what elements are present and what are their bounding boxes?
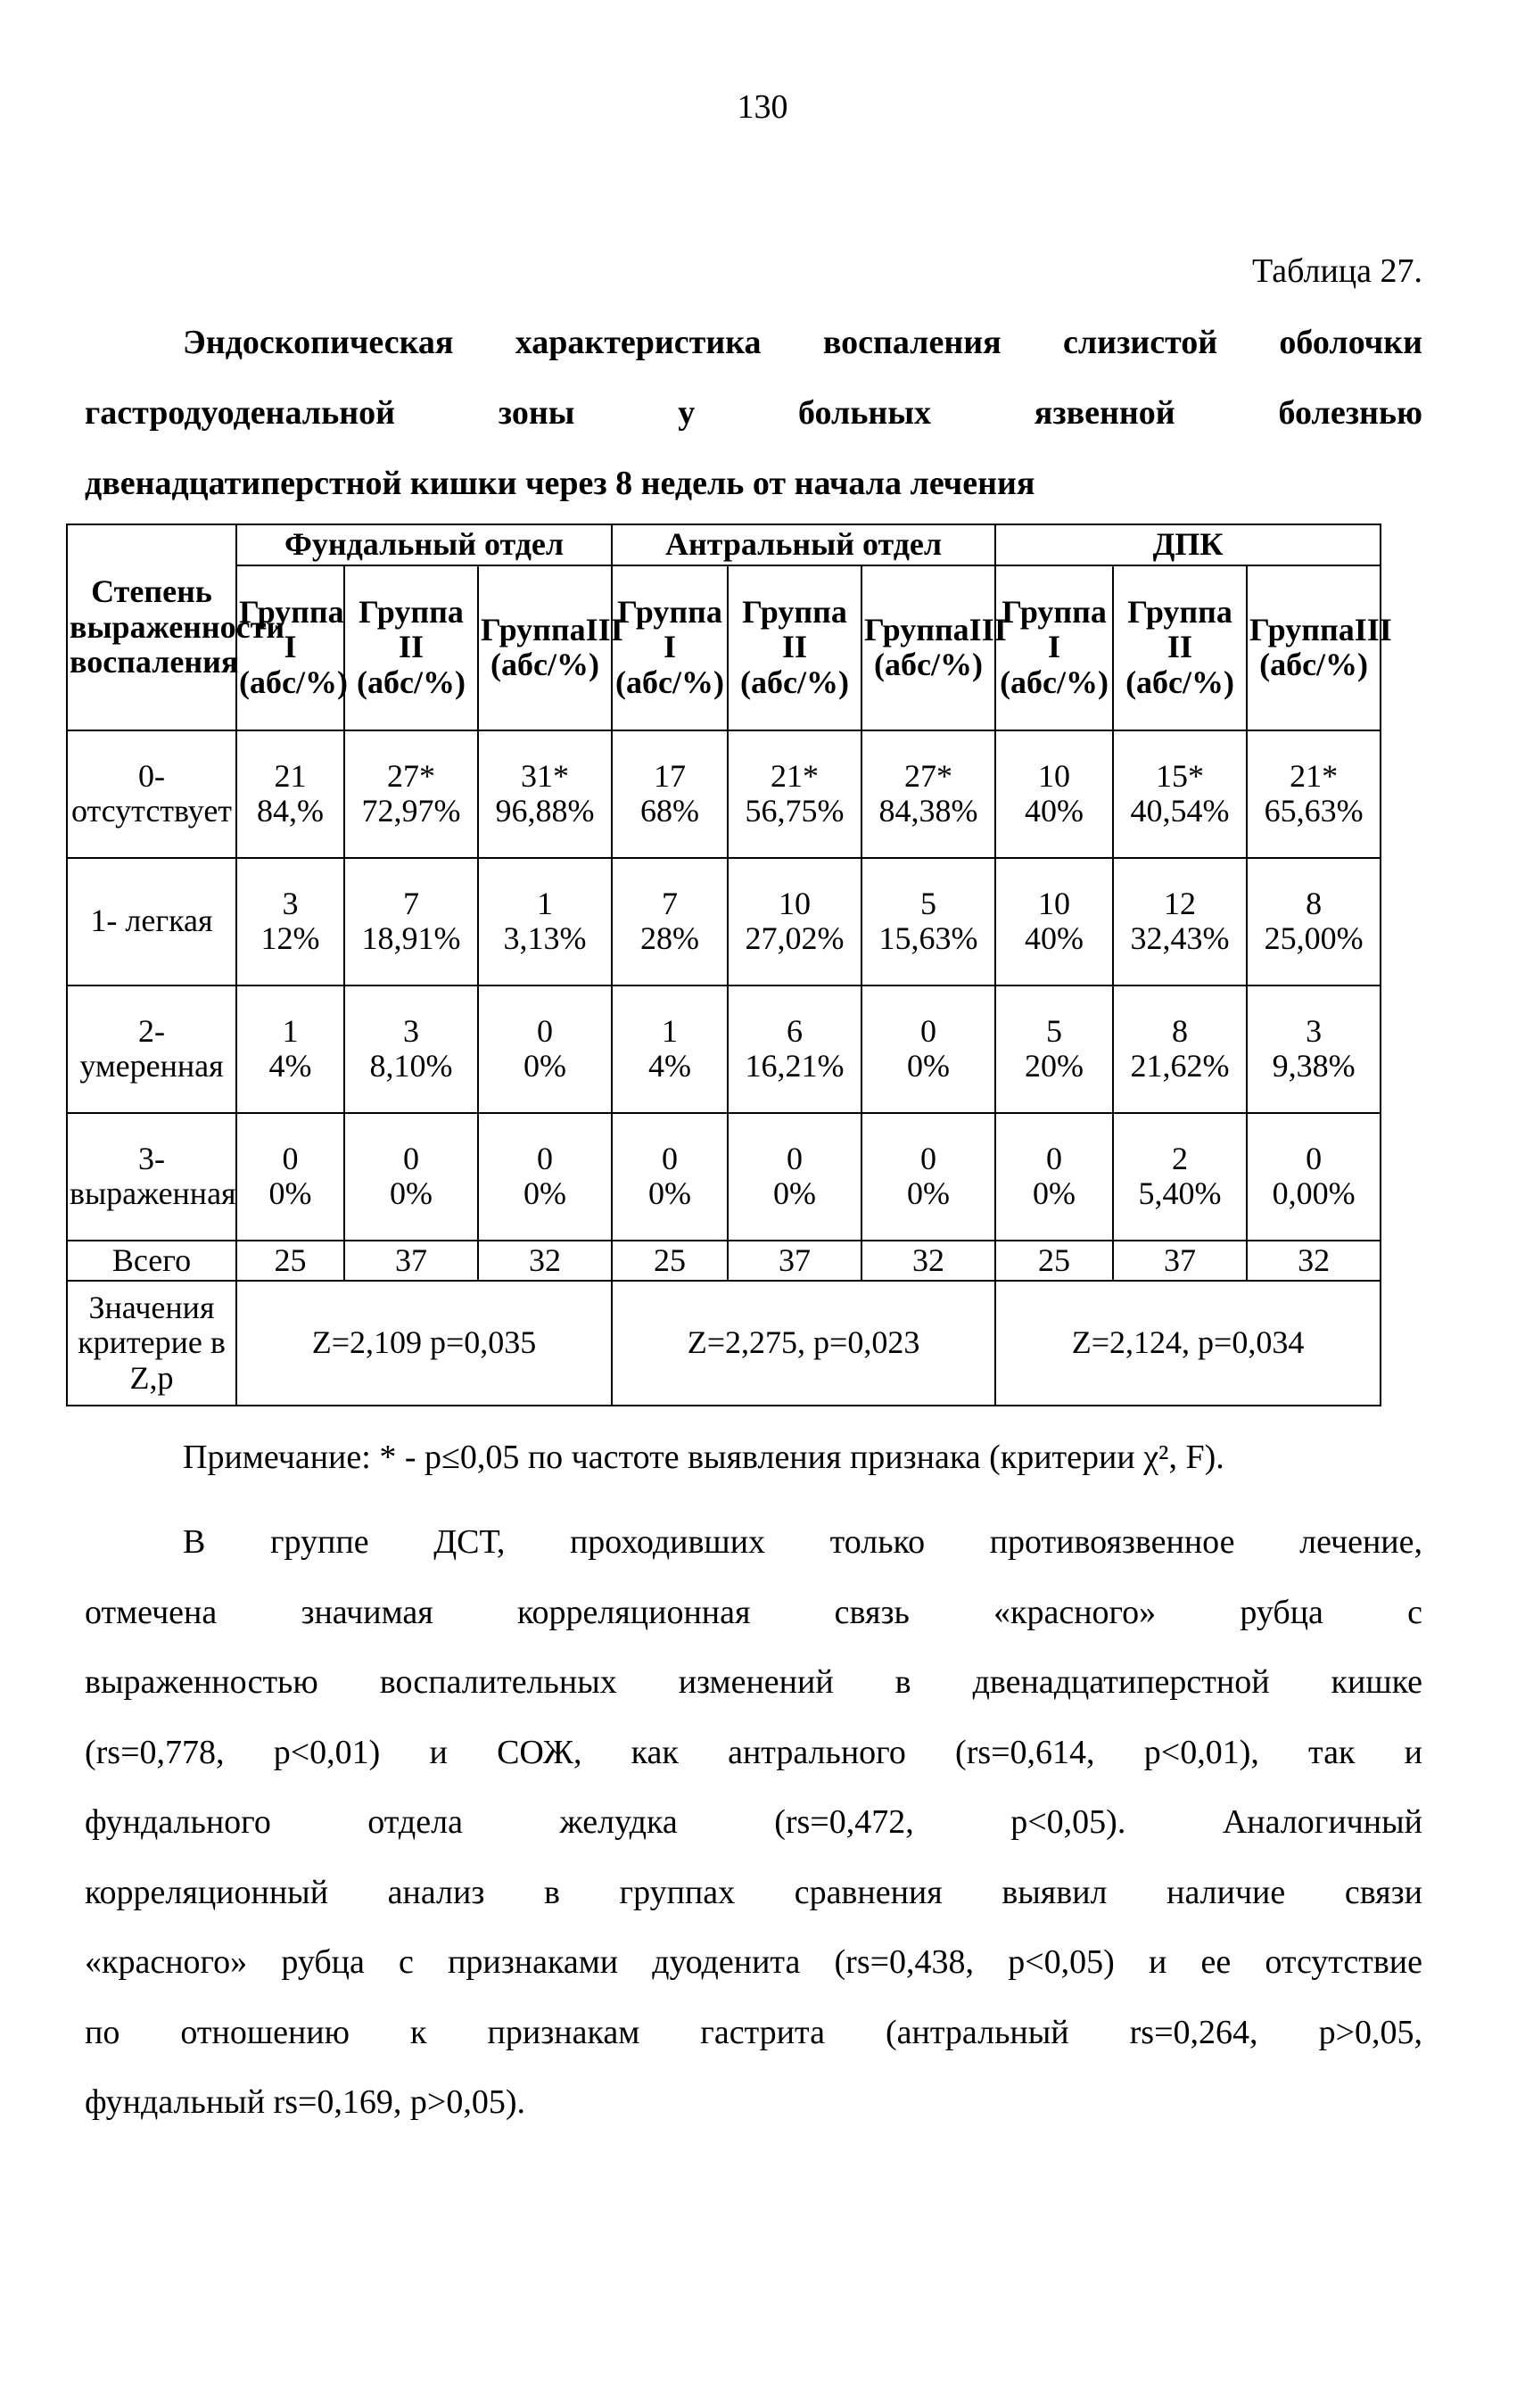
table-cell xyxy=(612,1113,728,1241)
cell-abs-value: 0 xyxy=(537,1012,553,1049)
table-cell xyxy=(612,985,728,1113)
cell-abs-value: 10 xyxy=(779,885,812,921)
cell-pct-value: 3,13% xyxy=(503,920,587,957)
cell-pct-value: 20% xyxy=(1025,1048,1084,1084)
cell-pct-value: 5,40% xyxy=(1138,1175,1222,1212)
cell-pct-value: 0% xyxy=(907,1048,951,1084)
cell-pct-value: 40% xyxy=(1025,793,1084,829)
cell-pct-value: 0% xyxy=(268,1175,312,1212)
corner-header: Степень выраженности воспаления xyxy=(67,524,236,730)
cell-abs-value: 3 xyxy=(1306,1012,1323,1049)
cell-pct-value: 16,21% xyxy=(745,1048,845,1084)
cell-abs-value: 27* xyxy=(387,757,435,794)
paragraph-line: фундального отдела желудка (rs=0,472, p<0,05). Аналогичный xyxy=(85,1803,1422,1841)
paragraph-line: по отношению к признакам гастрита (антральный rs=0,264, p>0,05, xyxy=(85,2013,1422,2051)
cell-pct-value: 0% xyxy=(648,1175,692,1212)
paragraph-line: (rs=0,778, p<0,01) и СОЖ, как антрального (rs=0,614, p<0,01), так и xyxy=(85,1733,1422,1771)
cell-abs-value: 7 xyxy=(403,885,419,921)
table-cell xyxy=(612,730,728,858)
cell-pct-value: 9,38% xyxy=(1272,1048,1356,1084)
total-cell: 37 xyxy=(1113,1241,1247,1282)
cell-pct-value: 12% xyxy=(260,920,320,957)
cell-pct-value: 4% xyxy=(268,1048,312,1084)
cell-abs-value: 10 xyxy=(1038,885,1071,921)
table-cell xyxy=(478,730,612,858)
cell-pct-value: 56,75% xyxy=(745,793,845,829)
cell-abs-value: 3 xyxy=(403,1012,419,1049)
cell-pct-value: 8,10% xyxy=(369,1048,453,1084)
total-cell: 25 xyxy=(612,1241,728,1282)
title-line: двенадцатиперстной кишки через 8 недель от начала лечения xyxy=(85,465,1035,502)
cell-pct-value: 32,43% xyxy=(1130,920,1230,957)
total-cell: 25 xyxy=(236,1241,344,1282)
table-cell xyxy=(344,858,478,985)
table-cell xyxy=(861,858,995,985)
table-cell xyxy=(344,1113,478,1241)
section-header: ДПК xyxy=(995,524,1381,565)
table-row xyxy=(67,730,1501,858)
group-header: Группа II (абс/%) xyxy=(344,565,478,730)
table-cell xyxy=(1247,858,1381,985)
cell-pct-value: 18,91% xyxy=(361,920,461,957)
table-cell xyxy=(728,1113,861,1241)
cell-abs-value: 0 xyxy=(1306,1140,1323,1176)
cell-abs-value: 31* xyxy=(521,757,569,794)
table-cell xyxy=(236,1113,344,1241)
cell-abs-value: 10 xyxy=(1038,757,1071,794)
row-label: 3-выраженная xyxy=(67,1113,236,1241)
criteria-cell: Z=2,124, p=0,034 xyxy=(995,1281,1381,1406)
cell-pct-value: 65,63% xyxy=(1264,793,1364,829)
cell-pct-value: 68% xyxy=(640,793,700,829)
page-number: 130 xyxy=(737,88,788,126)
cell-pct-value: 0% xyxy=(1033,1175,1076,1212)
table-cell xyxy=(1113,1113,1247,1241)
row-label: 1- легкая xyxy=(67,858,236,985)
cell-abs-value: 17 xyxy=(654,757,687,794)
group-header: ГруппаIII (абс/%) xyxy=(861,565,995,730)
table-cell xyxy=(861,985,995,1113)
cell-pct-value: 72,97% xyxy=(361,793,461,829)
cell-abs-value: 0 xyxy=(662,1140,679,1176)
table-row xyxy=(67,985,1501,1113)
table-cell xyxy=(861,730,995,858)
cell-pct-value: 40% xyxy=(1025,920,1084,957)
cell-pct-value: 0% xyxy=(390,1175,433,1212)
cell-abs-value: 8 xyxy=(1172,1012,1189,1049)
table-cell xyxy=(861,1113,995,1241)
section-header: Антральный отдел xyxy=(612,524,995,565)
table-note: Примечание: * - p≤0,05 по частоте выявления признака (критерии χ², F). xyxy=(183,1439,1224,1476)
table-cell xyxy=(236,858,344,985)
cell-abs-value: 0 xyxy=(920,1012,937,1049)
group-header: Группа I (абс/%) xyxy=(236,565,344,730)
cell-abs-value: 6 xyxy=(787,1012,804,1049)
cell-abs-value: 7 xyxy=(662,885,679,921)
cell-pct-value: 25,00% xyxy=(1264,920,1364,957)
total-cell: 32 xyxy=(478,1241,612,1282)
cell-pct-value: 0% xyxy=(773,1175,817,1212)
group-header: Группа II (абс/%) xyxy=(728,565,861,730)
cell-abs-value: 0 xyxy=(282,1140,299,1176)
paragraph-line: В группе ДСТ, проходивших только противоязвенное лечение, xyxy=(183,1523,1422,1561)
totals-row xyxy=(67,1241,1501,1282)
table-cell xyxy=(728,730,861,858)
cell-abs-value: 1 xyxy=(282,1012,299,1049)
title-line: гастродуоденальной зоны у больных язвенной болезнью xyxy=(85,394,1422,432)
criteria-row xyxy=(67,1281,1501,1406)
criteria-cell: Z=2,109 p=0,035 xyxy=(236,1281,612,1406)
table-cell xyxy=(995,985,1113,1113)
table-cell xyxy=(728,985,861,1113)
cell-abs-value: 21* xyxy=(1290,757,1339,794)
table-row xyxy=(67,858,1501,985)
cell-abs-value: 1 xyxy=(537,885,553,921)
total-cell: 37 xyxy=(344,1241,478,1282)
cell-pct-value: 40,54% xyxy=(1130,793,1230,829)
table-cell xyxy=(995,858,1113,985)
total-cell: 37 xyxy=(728,1241,861,1282)
table-cell xyxy=(1247,1113,1381,1241)
paragraph-line: выраженностью воспалительных изменений в двенадцатиперстной кишке xyxy=(85,1663,1422,1701)
table-cell xyxy=(1247,985,1381,1113)
cell-pct-value: 0,00% xyxy=(1272,1175,1356,1212)
section-header: Фундальный отдел xyxy=(236,524,612,565)
paragraph-line: отмечена значимая корреляционная связь «красного» рубца с xyxy=(85,1593,1422,1631)
paragraph-line: «красного» рубца с признаками дуоденита (rs=0,438, p<0,05) и ее отсутствие xyxy=(85,1943,1422,1981)
cell-pct-value: 4% xyxy=(648,1048,692,1084)
cell-abs-value: 5 xyxy=(1046,1012,1063,1049)
table-title xyxy=(85,308,1422,519)
group-header: Группа I (абс/%) xyxy=(995,565,1113,730)
table-cell xyxy=(344,730,478,858)
body-paragraph xyxy=(85,1507,1422,2138)
table-cell xyxy=(478,1113,612,1241)
table-cell xyxy=(236,985,344,1113)
cell-pct-value: 0% xyxy=(907,1175,951,1212)
totals-label: Всего xyxy=(67,1241,236,1282)
cell-pct-value: 0% xyxy=(523,1175,566,1212)
total-cell: 25 xyxy=(995,1241,1113,1282)
row-label: 2-умеренная xyxy=(67,985,236,1113)
cell-abs-value: 8 xyxy=(1306,885,1323,921)
table-cell xyxy=(728,858,861,985)
table-cell xyxy=(995,730,1113,858)
table-cell xyxy=(344,985,478,1113)
table-cell xyxy=(478,985,612,1113)
group-header: ГруппаIII (абс/%) xyxy=(478,565,612,730)
cell-pct-value: 96,88% xyxy=(495,793,595,829)
cell-abs-value: 27* xyxy=(904,757,953,794)
cell-pct-value: 21,62% xyxy=(1130,1048,1230,1084)
table-cell xyxy=(1113,730,1247,858)
cell-abs-value: 0 xyxy=(403,1140,419,1176)
cell-abs-value: 1 xyxy=(662,1012,679,1049)
total-cell: 32 xyxy=(861,1241,995,1282)
group-header: Группа II (абс/%) xyxy=(1113,565,1247,730)
cell-abs-value: 0 xyxy=(1046,1140,1063,1176)
group-header: Группа I (абс/%) xyxy=(612,565,728,730)
cell-abs-value: 21* xyxy=(771,757,820,794)
title-line: Эндоскопическая характеристика воспаления слизистой оболочки xyxy=(183,324,1422,361)
cell-abs-value: 0 xyxy=(920,1140,937,1176)
table-cell xyxy=(1247,730,1381,858)
table-cell xyxy=(612,858,728,985)
criteria-label: Значения критерие в Z,p xyxy=(67,1281,236,1406)
table-cell xyxy=(478,858,612,985)
cell-abs-value: 12 xyxy=(1164,885,1197,921)
table-cell xyxy=(236,730,344,858)
table-caption: Таблица 27. xyxy=(1251,252,1422,290)
cell-abs-value: 0 xyxy=(537,1140,553,1176)
table-cell xyxy=(1113,985,1247,1113)
cell-pct-value: 28% xyxy=(640,920,700,957)
group-header: ГруппаIII (абс/%) xyxy=(1247,565,1381,730)
row-label: 0-отсутствует xyxy=(67,730,236,858)
table-row xyxy=(67,1113,1501,1241)
cell-pct-value: 15,63% xyxy=(878,920,978,957)
cell-abs-value: 15* xyxy=(1156,757,1205,794)
cell-pct-value: 84,38% xyxy=(878,793,978,829)
criteria-cell: Z=2,275, p=0,023 xyxy=(612,1281,995,1406)
paragraph-line: корреляционный анализ в группах сравнения выявил наличие связи xyxy=(85,1873,1422,1911)
cell-abs-value: 21 xyxy=(274,757,307,794)
cell-abs-value: 5 xyxy=(920,885,937,921)
cell-abs-value: 0 xyxy=(787,1140,804,1176)
paragraph-line: фундальный rs=0,169, p>0,05). xyxy=(85,2083,525,2121)
table-cell xyxy=(995,1113,1113,1241)
cell-pct-value: 84,% xyxy=(257,793,324,829)
total-cell: 32 xyxy=(1247,1241,1381,1282)
cell-abs-value: 3 xyxy=(282,885,299,921)
table-cell xyxy=(1113,858,1247,985)
cell-pct-value: 0% xyxy=(523,1048,566,1084)
data-table xyxy=(66,524,1502,1406)
cell-abs-value: 2 xyxy=(1172,1140,1189,1176)
cell-pct-value: 27,02% xyxy=(745,920,845,957)
